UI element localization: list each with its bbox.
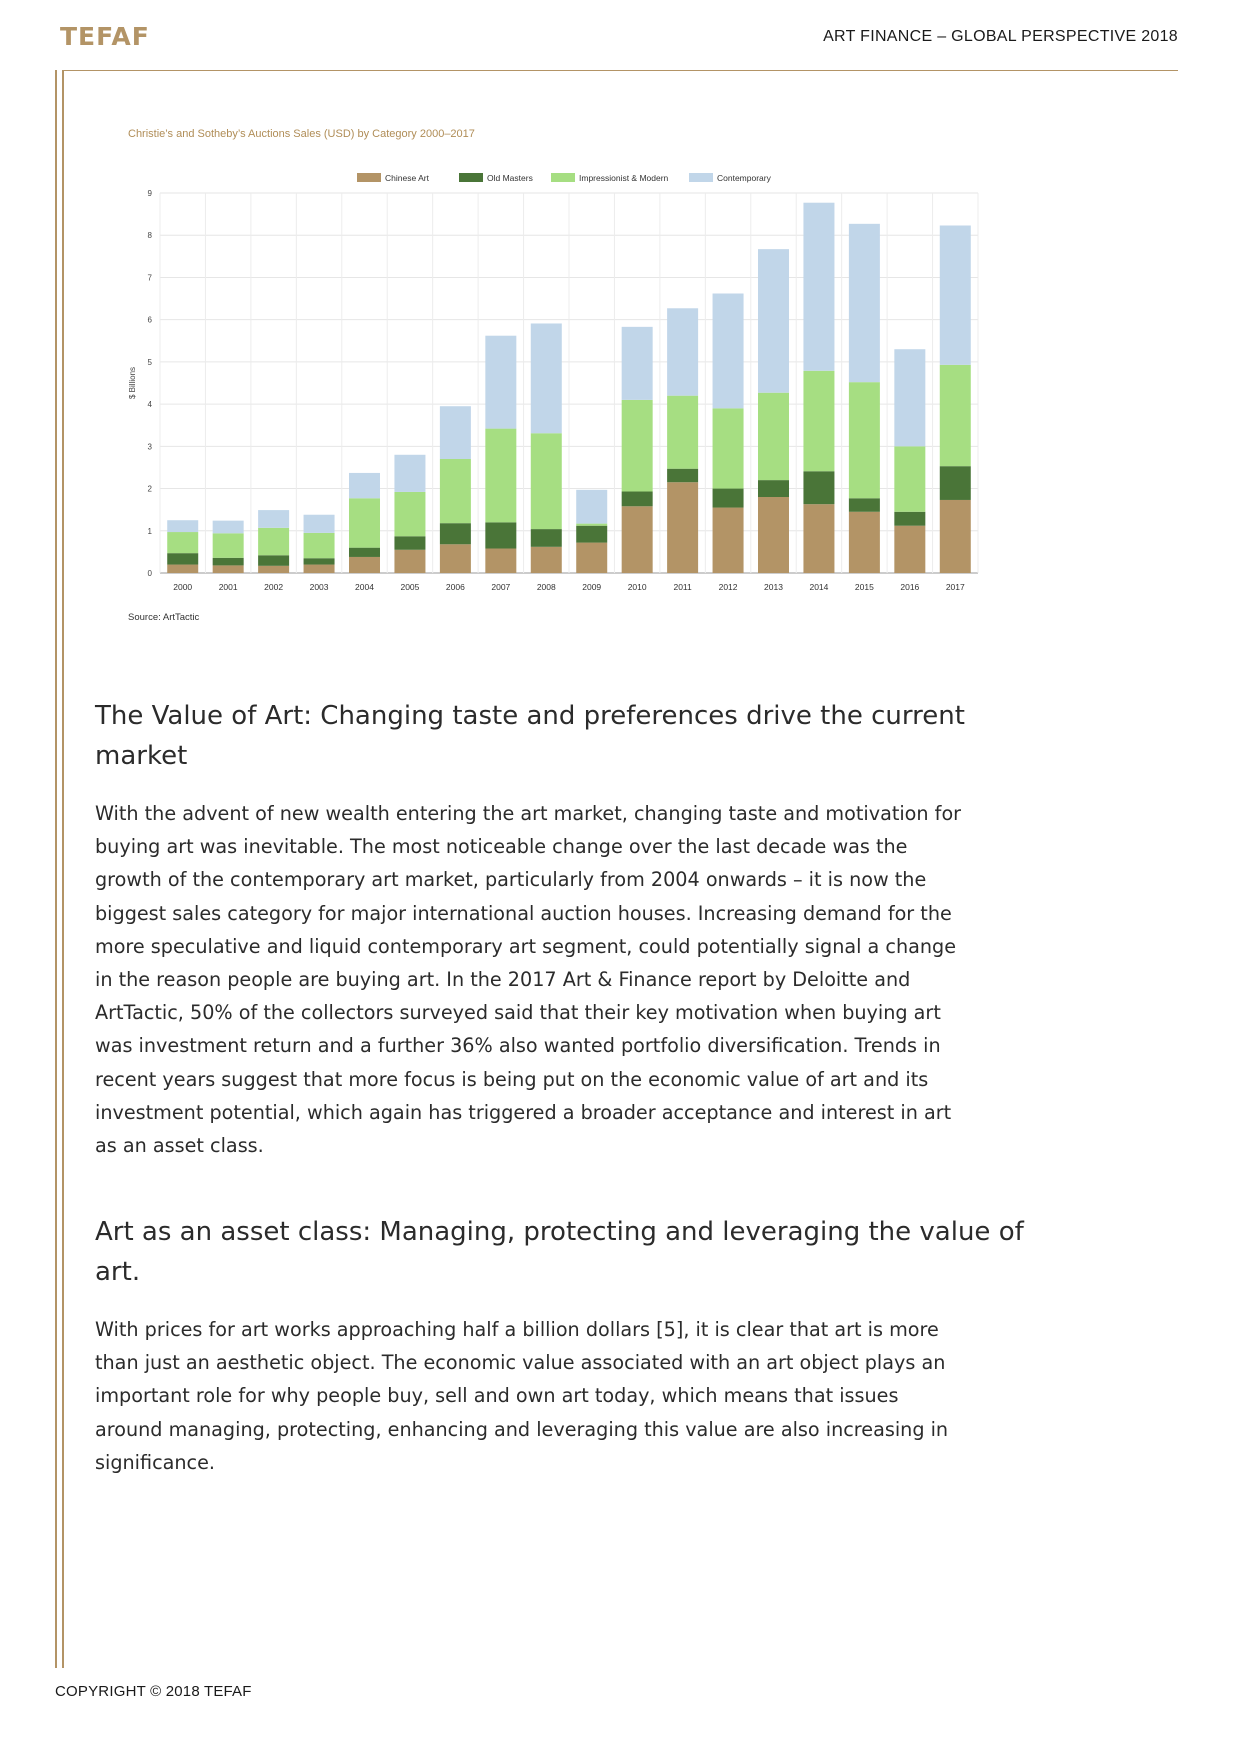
bar-segment <box>167 532 198 553</box>
bar-segment <box>576 490 607 524</box>
bar-segment <box>440 544 471 573</box>
y-axis-label: $ Billions <box>128 366 137 400</box>
x-tick-label: 2017 <box>945 582 965 592</box>
y-tick-label: 9 <box>147 189 152 198</box>
bar-segment <box>304 533 335 558</box>
bar-segment <box>167 565 198 573</box>
paragraph-line: around managing, protecting, enhancing and leveraging this value are also increasing in <box>95 1417 949 1441</box>
paragraph-line: more speculative and liquid contemporary art segment, could potentially signal a change <box>95 934 957 958</box>
bar-segment <box>940 500 971 573</box>
paragraph-line: biggest sales category for major international auction houses. Increasing demand for the <box>95 901 952 925</box>
bar-segment <box>667 482 698 573</box>
tefaf-logo: TEFAF <box>60 22 150 51</box>
y-tick-label: 1 <box>147 526 152 536</box>
bar-segment <box>758 393 789 480</box>
x-tick-label: 2006 <box>445 582 465 592</box>
bar-segment <box>894 349 925 446</box>
bar-segment <box>213 565 244 573</box>
bar-segment <box>304 565 335 573</box>
bar-segment <box>758 497 789 573</box>
x-tick-label: 2004 <box>355 582 374 592</box>
bar-segment <box>485 549 516 573</box>
bar-segment <box>576 543 607 573</box>
bar-segment <box>349 557 380 573</box>
bar-segment <box>167 553 198 564</box>
x-tick-label: 2014 <box>809 582 829 592</box>
bar-segment <box>531 323 562 433</box>
bar-segment <box>349 548 380 557</box>
legend-label: Chinese Art <box>385 173 429 183</box>
bar-segment <box>803 504 834 573</box>
y-tick-label: 5 <box>147 357 152 367</box>
x-tick-label: 2001 <box>218 582 238 592</box>
margin-rule-inner <box>62 70 64 1668</box>
bar-segment <box>394 550 425 573</box>
bar-segment <box>667 469 698 483</box>
section2-heading-line2: art. <box>95 1257 141 1287</box>
x-tick-label: 2011 <box>673 582 692 592</box>
paragraph-line: investment potential, which again has triggered a broader acceptance and interest in art <box>95 1100 952 1124</box>
legend-swatch <box>551 173 575 182</box>
paragraph-line: was investment return and a further 36% also wanted portfolio diversification. Trends in <box>95 1034 941 1058</box>
legend-label: Contemporary <box>717 173 771 183</box>
bar-segment <box>304 558 335 564</box>
bar-segment <box>849 498 880 512</box>
legend-label: Impressionist & Modern <box>579 173 669 183</box>
y-tick-label: 7 <box>147 273 152 283</box>
y-tick-label: 6 <box>147 315 152 325</box>
bar-segment <box>440 406 471 459</box>
bar-segment <box>622 327 653 400</box>
bar-segment <box>531 529 562 547</box>
bar-segment <box>349 498 380 547</box>
bar-segment <box>213 533 244 557</box>
bar-segment <box>849 224 880 382</box>
chart-source: Source: ArtTactic <box>128 612 200 623</box>
x-tick-label: 2015 <box>854 582 874 592</box>
legend-swatch <box>357 173 381 182</box>
bar-segment <box>940 466 971 500</box>
bar-segment <box>576 524 607 526</box>
bar-segment <box>713 508 744 573</box>
bar-segment <box>258 510 289 528</box>
legend-swatch <box>689 173 713 182</box>
bar-segment <box>894 526 925 573</box>
x-tick-label: 2016 <box>900 582 920 592</box>
bar-segment <box>440 459 471 523</box>
copyright-footer: COPYRIGHT © 2018 TEFAF <box>55 1683 252 1700</box>
stacked-bar-chart <box>120 165 1000 605</box>
section1-heading <box>95 696 1025 776</box>
x-tick-label: 2008 <box>536 582 556 592</box>
bar-segment <box>667 396 698 469</box>
paragraph-line: buying art was inevitable. The most noticeable change over the last decade was the <box>95 835 908 859</box>
bar-segment <box>622 506 653 573</box>
section1-paragraph <box>95 797 1015 1162</box>
bar-segment <box>213 558 244 566</box>
bar-segment <box>394 492 425 536</box>
bar-segment <box>803 203 834 371</box>
paragraph-line: than just an aesthetic object. The economic value associated with an art object plays an <box>95 1351 946 1375</box>
bar-segment <box>213 521 244 534</box>
x-tick-label: 2003 <box>309 582 329 592</box>
bar-segment <box>440 523 471 544</box>
section2-paragraph <box>95 1313 1015 1479</box>
bar-segment <box>531 433 562 529</box>
paragraph-line: With the advent of new wealth entering the art market, changing taste and motivation for <box>95 802 962 825</box>
section2-heading-line1: Art as an asset class: Managing, protecting and leveraging the value of <box>95 1217 1024 1247</box>
bar-segment <box>803 371 834 471</box>
bar-segment <box>940 226 971 365</box>
bar-segment <box>622 492 653 507</box>
bar-segment <box>349 473 380 498</box>
document-title: ART FINANCE – GLOBAL PERSPECTIVE 2018 <box>823 28 1178 45</box>
bar-segment <box>713 293 744 408</box>
paragraph-line: in the reason people are buying art. In the 2017 Art & Finance report by Deloitte and <box>95 968 911 992</box>
x-tick-label: 2005 <box>400 582 420 592</box>
bar-segment <box>485 336 516 429</box>
section1-heading-line2: market <box>95 741 188 771</box>
bar-segment <box>258 566 289 573</box>
bar-segment <box>849 382 880 498</box>
legend-label: Old Masters <box>487 173 533 183</box>
y-tick-label: 4 <box>147 400 152 410</box>
x-tick-label: 2000 <box>173 582 193 592</box>
bar-segment <box>531 547 562 573</box>
y-tick-label: 8 <box>147 231 152 241</box>
section1-heading-line1: The Value of Art: Changing taste and preferences drive the current <box>95 701 965 731</box>
bar-segment <box>713 408 744 488</box>
paragraph-line: growth of the contemporary art market, particularly from 2004 onwards – it is now the <box>95 868 927 892</box>
y-tick-label: 0 <box>147 569 152 578</box>
y-tick-label: 3 <box>147 442 152 452</box>
header-divider <box>62 70 1178 71</box>
bar-segment <box>940 365 971 466</box>
x-tick-label: 2013 <box>764 582 783 592</box>
paragraph-line: recent years suggest that more focus is being put on the economic value of art and its <box>95 1067 929 1091</box>
bar-segment <box>258 528 289 555</box>
bar-segment <box>304 515 335 533</box>
paragraph-line: ArtTactic, 50% of the collectors surveyed said that their key motivation when buying art <box>95 1001 941 1025</box>
x-tick-label: 2009 <box>582 582 602 592</box>
paragraph-line: as an asset class. <box>95 1134 264 1158</box>
y-tick-label: 2 <box>147 484 152 494</box>
bar-segment <box>622 400 653 492</box>
bar-segment <box>894 512 925 526</box>
x-tick-label: 2012 <box>718 582 738 592</box>
x-tick-label: 2002 <box>264 582 284 592</box>
bar-segment <box>849 512 880 573</box>
section2-heading <box>95 1212 1025 1292</box>
chart-title: Christie’s and Sotheby’s Auctions Sales (USD) by Category 2000–2017 <box>128 128 475 140</box>
bar-segment <box>803 471 834 504</box>
bar-segment <box>394 536 425 550</box>
bar-segment <box>758 480 789 497</box>
bar-segment <box>758 249 789 393</box>
bar-segment <box>485 429 516 523</box>
bar-segment <box>713 489 744 508</box>
paragraph-line: significance. <box>95 1450 216 1474</box>
bar-segment <box>167 520 198 532</box>
bar-segment <box>576 526 607 543</box>
margin-rule-outer <box>55 70 57 1668</box>
legend-swatch <box>459 173 483 182</box>
paragraph-line: important role for why people buy, sell and own art today, which means that issues <box>95 1384 899 1408</box>
bar-segment <box>894 446 925 511</box>
bar-segment <box>485 522 516 548</box>
paragraph-line: With prices for art works approaching half a billion dollars [5], it is clear that art is more <box>95 1318 939 1341</box>
bar-segment <box>667 308 698 395</box>
bar-segment <box>258 555 289 566</box>
x-tick-label: 2007 <box>491 582 511 592</box>
x-tick-label: 2010 <box>627 582 647 592</box>
bar-segment <box>394 455 425 492</box>
